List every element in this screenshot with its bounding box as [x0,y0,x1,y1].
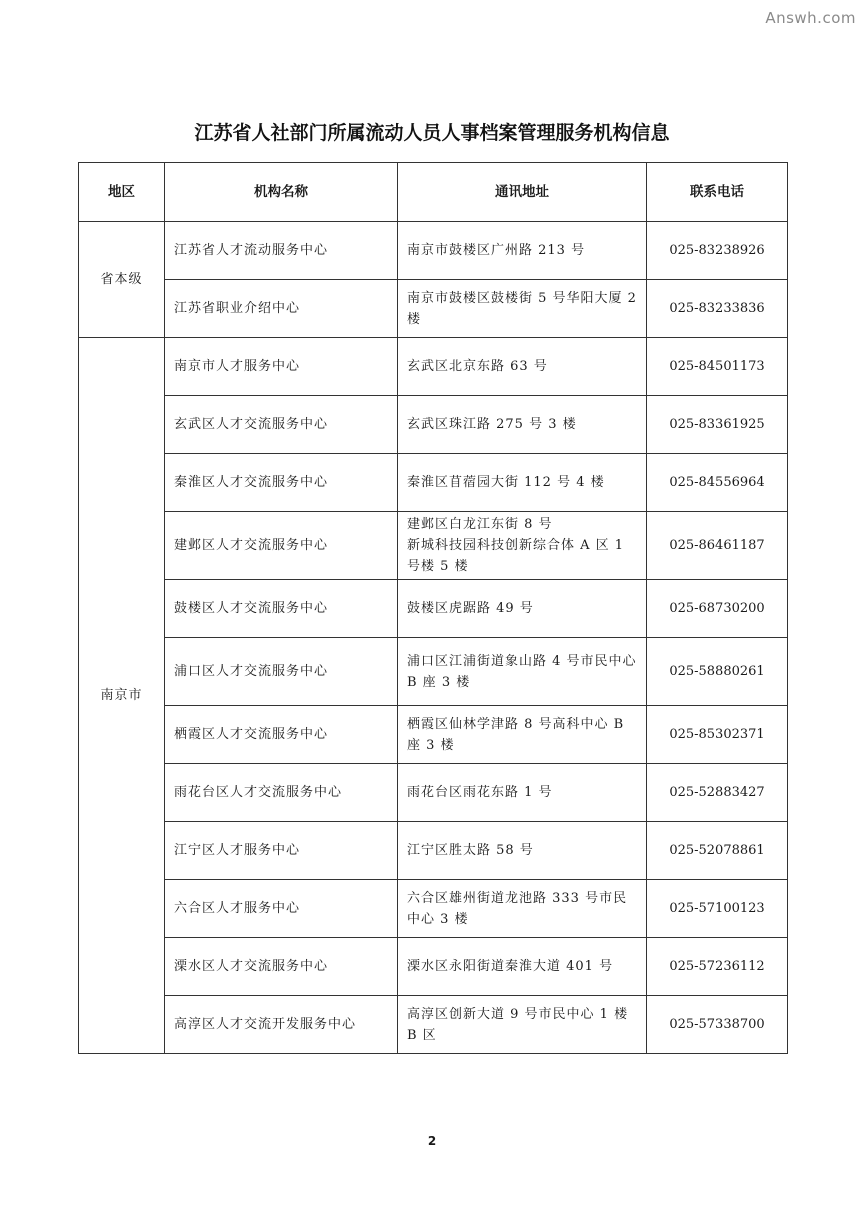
phone-cell: 025-83238926 [647,222,788,280]
table-row [79,338,788,396]
phone-cell: 025-84556964 [647,454,788,512]
address-cell: 栖霞区仙林学津路 8 号高科中心 B 座 3 楼 [398,706,647,764]
address-cell: 玄武区珠江路 275 号 3 楼 [398,396,647,454]
phone-cell: 025-85302371 [647,706,788,764]
header-region: 地区 [79,163,165,222]
document-title: 江苏省人社部门所属流动人员人事档案管理服务机构信息 [194,122,670,144]
phone-cell: 025-52078861 [647,822,788,880]
address-cell: 高淳区创新大道 9 号市民中心 1 楼 B 区 [398,996,647,1054]
table-row [79,764,788,822]
phone-cell: 025-58880261 [647,638,788,706]
header-org-name: 机构名称 [165,163,398,222]
institution-table [78,162,788,1054]
phone-cell: 025-84501173 [647,338,788,396]
address-cell: 鼓楼区虎踞路 49 号 [398,580,647,638]
phone-cell: 025-68730200 [647,580,788,638]
table-row [79,396,788,454]
org-name-cell: 栖霞区人才交流服务中心 [165,706,398,764]
org-name-cell: 鼓楼区人才交流服务中心 [165,580,398,638]
phone-cell: 025-86461187 [647,512,788,580]
org-name-cell: 南京市人才服务中心 [165,338,398,396]
address-cell: 南京市鼓楼区广州路 213 号 [398,222,647,280]
org-name-cell: 六合区人才服务中心 [165,880,398,938]
org-name-cell: 高淳区人才交流开发服务中心 [165,996,398,1054]
phone-cell: 025-57100123 [647,880,788,938]
address-cell: 六合区雄州街道龙池路 333 号市民中心 3 楼 [398,880,647,938]
org-name-cell: 秦淮区人才交流服务中心 [165,454,398,512]
address-cell: 江宁区胜太路 58 号 [398,822,647,880]
table-row [79,706,788,764]
table-row [79,512,788,580]
address-cell: 南京市鼓楼区鼓楼街 5 号华阳大厦 2 楼 [398,280,647,338]
table-row [79,580,788,638]
watermark: Answh.com [765,9,856,27]
table-row [79,280,788,338]
header-address: 通讯地址 [398,163,647,222]
address-cell: 玄武区北京东路 63 号 [398,338,647,396]
table-row [79,880,788,938]
table-row [79,638,788,706]
phone-cell: 025-83361925 [647,396,788,454]
org-name-cell: 玄武区人才交流服务中心 [165,396,398,454]
table-row [79,454,788,512]
table-row [79,822,788,880]
header-phone: 联系电话 [647,163,788,222]
org-name-cell: 溧水区人才交流服务中心 [165,938,398,996]
phone-cell: 025-83233836 [647,280,788,338]
address-cell: 秦淮区苜蓿园大街 112 号 4 楼 [398,454,647,512]
table-row [79,996,788,1054]
table-header-row [79,163,788,222]
region-cell: 省本级 [79,222,165,338]
phone-cell: 025-57338700 [647,996,788,1054]
address-cell: 溧水区永阳街道秦淮大道 401 号 [398,938,647,996]
table-row [79,938,788,996]
address-cell: 浦口区江浦街道象山路 4 号市民中心 B 座 3 楼 [398,638,647,706]
phone-cell: 025-57236112 [647,938,788,996]
org-name-cell: 建邺区人才交流服务中心 [165,512,398,580]
page-number: 2 [427,1134,437,1148]
address-cell: 雨花台区雨花东路 1 号 [398,764,647,822]
address-cell: 建邺区白龙江东街 8 号 新城科技园科技创新综合体 A 区 1 号楼 5 楼 [398,512,647,580]
org-name-cell: 江苏省职业介绍中心 [165,280,398,338]
table-row [79,222,788,280]
phone-cell: 025-52883427 [647,764,788,822]
org-name-cell: 雨花台区人才交流服务中心 [165,764,398,822]
org-name-cell: 江苏省人才流动服务中心 [165,222,398,280]
org-name-cell: 浦口区人才交流服务中心 [165,638,398,706]
region-cell: 南京市 [79,338,165,1054]
org-name-cell: 江宁区人才服务中心 [165,822,398,880]
